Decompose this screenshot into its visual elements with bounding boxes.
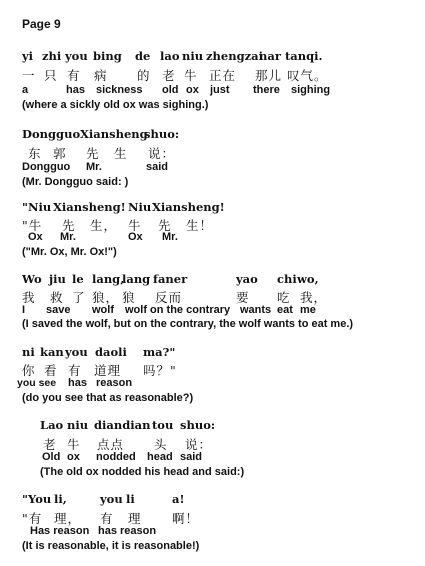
- hanzi-word: 救: [50, 290, 64, 305]
- hanzi-word: 叹气。: [287, 68, 328, 83]
- pinyin-word: ni: [22, 345, 35, 359]
- gloss-word: said: [180, 451, 203, 463]
- hanzi-word: 老: [162, 68, 176, 83]
- gloss-word: sickness: [96, 84, 143, 96]
- hanzi-word: 的: [137, 68, 151, 83]
- gloss-word: has: [68, 377, 87, 389]
- pinyin-word: yi: [22, 49, 34, 63]
- gloss-word: nodded: [96, 451, 136, 463]
- pinyin-word: ma?": [143, 345, 176, 359]
- hanzi-word: 吃: [277, 290, 291, 305]
- hanzi-word: 正在: [209, 68, 237, 83]
- hanzi-word: 先: [158, 218, 172, 233]
- gloss-word: you see: [17, 377, 57, 389]
- pinyin-word: faner: [153, 272, 188, 286]
- hanzi-word: 先: [86, 146, 100, 161]
- hanzi-word: 先: [62, 218, 76, 233]
- pinyin-word: de: [135, 49, 151, 63]
- pinyin-word: le: [72, 272, 84, 286]
- hanzi-word: 有: [67, 68, 81, 83]
- pinyin-word: Xiansheng: [80, 127, 148, 141]
- gloss-word: old: [162, 84, 179, 96]
- gloss-word: has reason: [98, 525, 157, 537]
- translation: (It is reasonable, it is reasonable!): [22, 540, 200, 552]
- gloss-word: Mr.: [86, 161, 102, 173]
- hanzi-word: 病: [94, 68, 108, 83]
- gloss-word: a: [22, 84, 29, 96]
- pinyin-word: Niu: [128, 200, 152, 214]
- gloss-word: wants: [240, 304, 272, 316]
- pinyin-word: lang,: [92, 272, 125, 286]
- pinyin-word: Wo: [22, 272, 42, 286]
- pinyin-word: li: [126, 492, 135, 506]
- pinyin-word: "You: [22, 492, 52, 506]
- hanzi-word: "有: [22, 511, 43, 526]
- pinyin-word: Xiansheng!: [53, 200, 126, 214]
- gloss-word: sighing: [291, 84, 331, 96]
- gloss-word: head: [147, 451, 173, 463]
- hanzi-word: 头: [154, 437, 168, 452]
- gloss-word: Has reason: [30, 525, 90, 537]
- page-number: Page 9: [22, 17, 61, 31]
- pinyin-word: a!: [172, 492, 185, 506]
- hanzi-word: 了: [72, 290, 86, 305]
- hanzi-word: 你: [22, 363, 36, 378]
- gloss-word: has: [66, 84, 85, 96]
- pinyin-word: niu: [182, 49, 204, 63]
- hanzi-word: 那儿: [255, 68, 283, 83]
- hanzi-word: 老: [43, 437, 57, 452]
- pinyin-word: you: [100, 492, 123, 506]
- pinyin-word: you: [65, 345, 88, 359]
- translation: (I saved the wolf, but on the contrary, the wolf wants to eat me.): [22, 318, 354, 330]
- pinyin-word: nar: [259, 49, 281, 63]
- pinyin-word: zhengzai: [206, 49, 263, 63]
- pinyin-word: Lao: [40, 418, 64, 432]
- hanzi-word: 理: [128, 511, 142, 526]
- pinyin-word: you: [65, 49, 88, 63]
- pinyin-word: Dongguo: [22, 127, 81, 141]
- hanzi-word: 牛: [184, 68, 198, 83]
- pinyin-word: yao: [236, 272, 258, 286]
- pinyin-word: diandian: [94, 418, 151, 432]
- gloss-word: Mr.: [60, 231, 76, 243]
- hanzi-word: 有: [100, 511, 114, 526]
- gloss-word: ox: [67, 451, 80, 463]
- pinyin-word: "Niu: [22, 200, 52, 214]
- gloss-word: wolf: [92, 304, 114, 316]
- hanzi-word: 牛: [67, 437, 81, 452]
- pinyin-word: tou: [152, 418, 174, 432]
- gloss-word: Ox: [28, 231, 43, 243]
- pinyin-word: kan: [40, 345, 64, 359]
- hanzi-word: 牛: [128, 218, 142, 233]
- gloss-word: said: [146, 161, 169, 173]
- pinyin-word: Xiansheng!: [152, 200, 225, 214]
- hanzi-word: 生: [114, 146, 128, 161]
- gloss-word: wolf on the contrary: [125, 304, 231, 316]
- hanzi-word: 点点: [97, 437, 125, 452]
- gloss-word: Dongguo: [22, 161, 71, 173]
- hanzi-word: 要: [236, 290, 250, 305]
- pinyin-word: daoli: [95, 345, 127, 359]
- pinyin-word: jiu: [49, 272, 66, 286]
- translation: (Mr. Dongguo said: ): [22, 176, 129, 188]
- hanzi-word: 吗？": [143, 363, 177, 378]
- hanzi-word: 东: [28, 146, 42, 161]
- hanzi-word: 理，: [54, 511, 82, 526]
- translation: ("Mr. Ox, Mr. Ox!"): [22, 246, 117, 258]
- gloss-word: Mr.: [162, 231, 178, 243]
- hanzi-word: 啊！: [172, 511, 200, 526]
- hanzi-word: 道理: [94, 363, 122, 378]
- hanzi-word: 只: [44, 68, 58, 83]
- pinyin-word: lang: [122, 272, 151, 286]
- hanzi-word: 狼: [122, 290, 136, 305]
- hanzi-word: 狼，: [92, 290, 120, 305]
- gloss-word: just: [210, 84, 230, 96]
- translation: (do you see that as reasonable?): [22, 392, 194, 404]
- pinyin-word: li,: [54, 492, 67, 506]
- hanzi-word: 我: [22, 290, 36, 305]
- gloss-word: eat: [277, 304, 293, 316]
- translation: (The old ox nodded his head and said:): [40, 466, 245, 478]
- hanzi-word: "牛: [22, 218, 43, 233]
- hanzi-word: 生，: [90, 218, 118, 233]
- hanzi-word: 生！: [186, 218, 214, 233]
- gloss-word: ox: [186, 84, 199, 96]
- pinyin-word: shuo:: [144, 127, 180, 141]
- hanzi-word: 一: [22, 68, 36, 83]
- hanzi-word: 反而: [155, 290, 183, 305]
- gloss-word: save: [46, 304, 71, 316]
- hanzi-word: 说：: [148, 146, 176, 161]
- pinyin-word: niu: [67, 418, 89, 432]
- pinyin-word: shuo:: [180, 418, 216, 432]
- gloss-word: reason: [96, 377, 133, 389]
- pinyin-word: chi: [277, 272, 297, 286]
- pinyin-word: wo,: [297, 272, 319, 286]
- gloss-word: there: [253, 84, 280, 96]
- hanzi-word: 说：: [185, 437, 213, 452]
- pinyin-word: lao: [160, 49, 180, 63]
- gloss-word: Old: [42, 451, 61, 463]
- translation: (where a sickly old ox was sighing.): [22, 99, 209, 111]
- hanzi-word: 有: [68, 363, 82, 378]
- hanzi-word: 我，: [300, 290, 328, 305]
- gloss-word: I: [22, 304, 26, 316]
- pinyin-word: tanqi.: [285, 49, 323, 63]
- gloss-word: me: [300, 304, 316, 316]
- hanzi-word: 看: [44, 363, 58, 378]
- hanzi-word: 郭: [53, 146, 67, 161]
- pinyin-word: bing: [93, 49, 122, 63]
- pinyin-word: zhi: [42, 49, 62, 63]
- gloss-word: Ox: [128, 231, 143, 243]
